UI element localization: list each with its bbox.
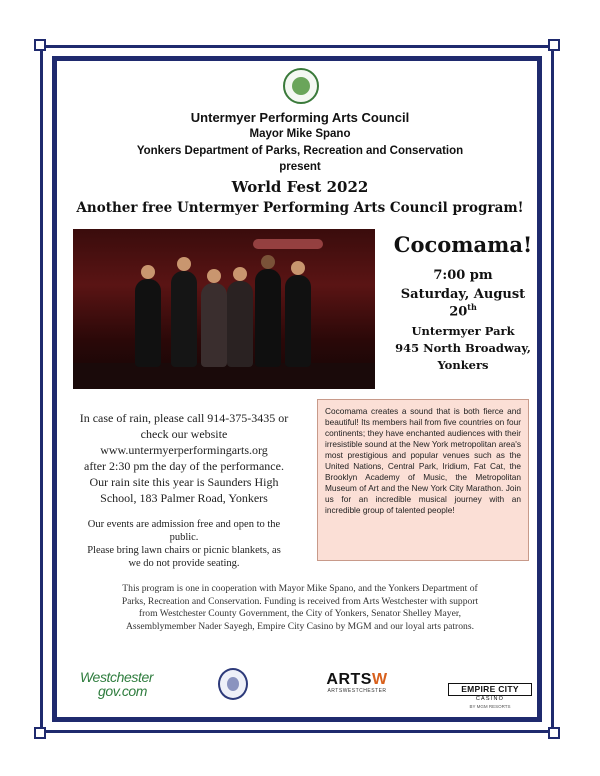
band-photo bbox=[73, 229, 375, 389]
mayor-line: Mayor Mike Spano bbox=[249, 128, 351, 140]
venue-city: Yonkers bbox=[437, 358, 489, 372]
band-description: Cocomama creates a sound that is both fierce and beautiful! Its members hail from five countries on four continents; they have enchanted audiences with their irresistible sound at the New York metropolitan area's most prestigious and popular venues such as the United Nations, Central Park, Iridium, Fat Cat, the Brooklyn Academy of Music, the Metropolitan Museum of Art and the New York City Marathon. Join us for an incredible musical journey with an incredible group of talented people! bbox=[317, 399, 529, 561]
yonkers-seal-logo bbox=[218, 668, 248, 700]
org-title: Untermyer Performing Arts Council bbox=[190, 110, 410, 125]
event-title: World Fest 2022 bbox=[231, 178, 369, 196]
venue-name: Untermyer Park bbox=[411, 324, 515, 338]
show-date: Saturday, August 20th bbox=[400, 287, 526, 320]
venue-address: 945 North Broadway, bbox=[395, 341, 531, 355]
rain-info: In case of rain, please call 914-375-3435 or check our website www.untermyerperformingarts.org after 2:30 pm the day of the performance. Our rain site this year is Saunders High School, 183 Palmer Road, Yonkers bbox=[79, 411, 289, 505]
empire-city-casino-logo: EMPIRE CITY CASINO BY MGM RESORTS bbox=[448, 683, 532, 709]
dept-line: Yonkers Department of Parks, Recreation and Conservation bbox=[136, 145, 464, 157]
corner-ornament-tl bbox=[34, 39, 46, 51]
corner-ornament-br bbox=[548, 727, 560, 739]
corner-ornament-bl bbox=[34, 727, 46, 739]
artswestchester-logo: ARTSW ARTSWESTCHESTER bbox=[326, 671, 388, 694]
events-info: Our events are admission free and open to the public. Please bring lawn chairs or picnic blankets, as we do not provide seating. bbox=[87, 519, 281, 569]
corner-ornament-tr bbox=[548, 39, 560, 51]
show-time: 7:00 pm bbox=[433, 268, 493, 283]
westchester-gov-logo: Westchester gov.com bbox=[80, 669, 154, 699]
funding-credits: This program is one in cooperation with Mayor Mike Spano, and the Yonkers Department of Parks, Recreation and Conservation. Funding is received from Arts Westchester with support from Westchester County Government, the City of Yonkers, Senator Shelley Mayer, Assemblymember Nader Sayegh, Empire City Casino by MGM and our loyal arts patrons. bbox=[121, 583, 479, 632]
present-line: present bbox=[279, 161, 321, 173]
event-tagline: Another free Untermyer Performing Arts Council program! bbox=[76, 200, 524, 216]
band-name: Cocomama! bbox=[393, 232, 533, 257]
council-logo bbox=[283, 68, 319, 104]
